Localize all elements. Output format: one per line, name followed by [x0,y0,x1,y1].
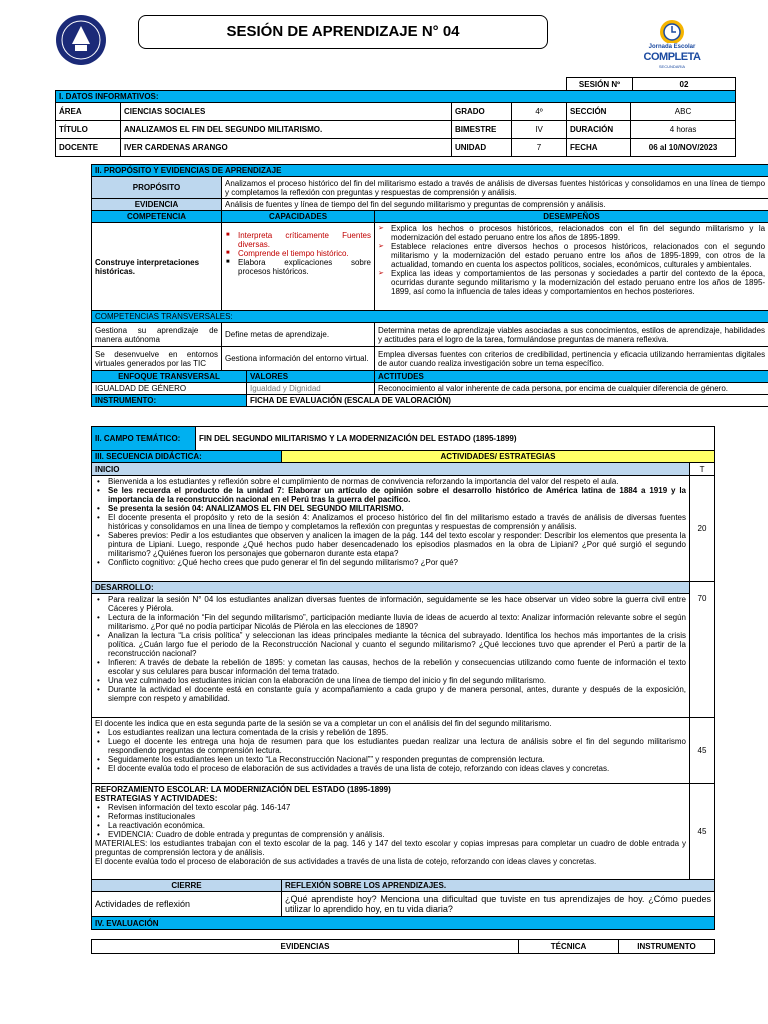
enfoque-label: ENFOQUE TRANSVERSAL [92,371,247,383]
logo-line1: Jornada Escolar [648,44,696,50]
capacidades-list [225,231,371,276]
desarrollo-item: • Analizan la lectura “La crisis política” y seleccionan las ideas principales mediante la técnica del subrayado. Identifica los hechos más importantes de la crisis política. ¿Cuán largo fue el periodo de la Reconstrucción Nacional y cuanto el segundo militarismo? ¿Qué lecciones tuvo que aprender el Perú a partir de la reconstrucción nacional? [95,631,686,658]
instrumento-col-label: INSTRUMENTO [619,940,715,954]
unidad-value: 7 [512,139,567,157]
actitudes-label: ACTITUDES [375,371,768,383]
jornada-logo [632,16,712,72]
info-table [55,90,736,157]
tecnica-label: TÉCNICA [519,940,619,954]
refuerzo-time: 45 [690,784,715,880]
part2-item: • Seguidamente los estudiantes leen un texto “La Reconstrucción Nacional”” y responden preguntas de comprensión lectura. [95,755,686,764]
transversal-1-competencia: Gestiona su aprendizaje de manera autónoma [92,323,222,347]
logo-line3: SECUNDARIA [658,64,686,69]
desarrollo-item: • Infieren: A través de debate la rebelión de 1895: y cometan las causas, hechos de la rebelión y consecuencias utilizando como fuente de información el texto escolar y sus celulares para buscar información del tema tratado. [95,658,686,676]
inicio-item: • Se presenta la sesión 04: ANALIZAMOS EL FIN DEL SEGUNDO MILITARISMO. [95,504,686,513]
capacidad-item: ■ Comprende el tiempo histórico. [225,249,371,258]
desempeno-item: ➢ Explica los hechos o procesos históricos, relacionados con el fin del segundo militarismo y la modernización del estado peruano entre los años de 1895-1899. [378,224,765,242]
titulo-label: TÍTULO [56,121,121,139]
titulo-value: ANALIZAMOS EL FIN DEL SEGUNDO MILITARISMO. [121,121,452,139]
inicio-item: • Conflicto cognitivo: ¿Qué hecho crees que pudo generar el fin del segundo militarismo? ¿Por qué? [95,558,686,567]
fecha-value: 06 al 10/NOV/2023 [631,139,736,157]
bimestre-label: BIMESTRE [452,121,512,139]
transversal-2-capacidad: Gestiona información del entorno virtual. [222,347,375,371]
desarrollo-time: 70 [690,582,715,718]
t-label: T [690,463,715,476]
part2-time: 45 [690,718,715,784]
duracion-value: 4 horas [631,121,736,139]
desarrollo-item: • Durante la actividad el docente está en constante guía y acompañamiento a cada grupo y de manera personal, antes, durante y después de la exposición, siempre con respeto y amabilidad. [95,685,686,703]
capacidad-item: ■ Elabora explicaciones sobre procesos históricos. [225,258,371,276]
session-value: 02 [633,78,736,91]
transversal-2-desempeno: Emplea diversas fuentes con criterios de credibilidad, pertinencia y eficacia utilizando herramientas digitales de autor cuando realiza investigación sobre un tema específico. [375,347,768,371]
valores-value: Igualdad y Dignidad [247,383,375,395]
proposito-label: PROPÓSITO [92,177,222,199]
instrumento-label: INSTRUMENTO: [92,395,247,407]
inicio-list [95,477,686,567]
desarrollo-item: • Para realizar la sesión N° 04 los estudiantes analizan diversas fuentes de información, seguidamente se les hace observar un video sobre la guerra civil entre Cáceres y Piérola. [95,595,686,613]
docente-value: IVER CARDENAS ARANGO [121,139,452,157]
purpose-table [91,164,768,407]
page-title-box [138,15,548,49]
actitudes-value: Reconocimiento al valor inherente de cada persona, por encima de cualquier diferencia de género. [375,383,768,395]
refuerzo-end: El docente evalúa todo el proceso de elaboración de sus actividades a través de una lista de cotejo, reforzando con ideas claves y concretas. [95,857,597,866]
actividades-label: ACTIVIDADES/ ESTRATEGIAS [282,451,715,463]
transversales-label: COMPETENCIAS TRANSVERSALES: [92,311,768,323]
evaluation-table [91,939,715,954]
part2-intro: El docente les indica que en esta segunda parte de la sesión se va a completar un con el análisis del fin del segundo militarismo. [95,719,552,728]
refuerzo-item: • Revisen información del texto escolar pág. 146-147 [95,803,686,812]
seccion-label: SECCIÓN [567,103,631,121]
inicio-item: • Se les recuerda el producto de la unidad 7: Elaborar un artículo de opinión sobre el desarrollo histórico de América latina de 1884 a 1919 y la importancia de la reconstrucción nacional en el Perú tras la guerra del pacifico. [95,486,686,504]
grado-value: 4º [512,103,567,121]
part2-list [95,728,686,773]
logo-line2: COMPLETA [643,51,701,63]
area-value: CIENCIAS SOCIALES [121,103,452,121]
reflexion-text: ¿Qué aprendiste hoy? Menciona una dificultad que tuviste en tus aprendizajes de hoy. ¿Cómo puedes utilizar lo aprendido hoy, en tu vida diaria? [282,892,715,917]
enfoque-value: IGUALDAD DE GÉNERO [92,383,247,395]
inicio-time: 20 [690,476,715,582]
seccion-value: ABC [631,103,736,121]
area-label: ÁREA [56,103,121,121]
part2-item: • El docente evalúa todo el proceso de elaboración de sus actividades a través de una lista de cotejo, reforzando con ideas claves y concretas. [95,764,686,773]
unidad-label: UNIDAD [452,139,512,157]
cierre-label: CIERRE [92,880,282,892]
transversal-1-capacidad: Define metas de aprendizaje. [222,323,375,347]
desempeno-item: ➢ Establece relaciones entre diversos hechos o procesos históricos, relacionados con el segundo militarismo y la modernización del estado peruano entre los años de 1895-1899, con otros de la actualidad, tomando en cuenta los aspectos políticos, sociales, económicos, culturales y ambientales. [378,242,765,269]
reflexion-label: REFLEXIÓN SOBRE LOS APRENDIZAJES. [282,880,715,892]
materiales-text: MATERIALES: los estudiantes trabajan con el texto escolar de la pag. 146 y 147 del texto escolar y copias impresas para completar un cuadro de doble entrada y preguntas de comprensión lectora y de análisis. [95,839,686,857]
desarrollo-list [95,595,686,703]
sequence-table [91,426,715,930]
refuerzo-item: • La reactivación económica. [95,821,686,830]
docente-label: DOCENTE [56,139,121,157]
campo-label: II. CAMPO TEMÁTICO: [92,427,196,451]
evaluation-title: IV. EVALUACIÓN [92,917,715,930]
competencia-text: Construye interpretaciones históricas. [92,223,222,311]
actividades-reflexion: Actividades de reflexión [92,892,282,917]
desarrollo-item: • Lectura de la información “Fin del segundo militarismo”, participación mediante lluvia de ideas de acuerdo al texto: Analizar información relevante sobre el según militarismo. ¿Por qué no podía participar Nicolás de Piérola en las elecciones de 1890? [95,613,686,631]
transversal-1-desempeno: Determina metas de aprendizaje viables asociadas a sus conocimientos, estilos de aprendizaje, habilidades y actitudes para el logro de la tarea, formulándose preguntas de manera reflexiva. [375,323,768,347]
campo-value: FIN DEL SEGUNDO MILITARISMO Y LA MODERNIZACIÓN DEL ESTADO (1895-1899) [196,427,715,451]
bimestre-value: IV [512,121,567,139]
session-label: SESIÓN Nº [567,78,633,91]
evidencia-label: EVIDENCIA [92,199,222,211]
capacidad-item: ■ Interpreta críticamente Fuentes diversas. [225,231,371,249]
desarrollo-item: • Una vez culminado los estudiantes inician con la elaboración de una línea de tiempo del inicio y fin del segundo militarismo. [95,676,686,685]
instrumento-value: FICHA DE EVALUACIÓN (ESCALA DE VALORACIÓN) [247,395,768,407]
refuerzo-list [95,803,686,839]
valores-label: VALORES [247,371,375,383]
refuerzo-item: • EVIDENCIA: Cuadro de doble entrada y preguntas de comprensión y análisis. [95,830,686,839]
transversal-2-competencia: Se desenvuelve en entornos virtuales generados por las TIC [92,347,222,371]
competencia-label: COMPETENCIA [92,211,222,223]
part2-item: • Luego el docente les entrega una hoja de resumen para que los estudiantes puedan realizar una lectura de análisis sobre el fin del segundo militarismo respondiendo preguntas de comprensión lectura. [95,737,686,755]
inicio-label: INICIO [92,463,690,476]
desempenos-label: DESEMPEÑOS [375,211,768,223]
inicio-item: • Saberes previos: Pedir a los estudiantes que observen y analicen la imagen de la pág. 144 del texto escolar y responder: Describir los elementos que presenta la pintura de Lipiani. Luego, responde ¿Qué hechos pudo haber desencadenado los episodios plasmados en la obra de Lipiani? ¿Por qué surgió el segundo militarismo? ¿Quiénes fueron los personajes que gobernaron durante esta etapa? [95,531,686,558]
grado-label: GRADO [452,103,512,121]
school-logo [55,10,107,70]
refuerzo-item: • Reformas institucionales [95,812,686,821]
capacidades-label: CAPACIDADES [222,211,375,223]
duracion-label: DURACIÓN [567,121,631,139]
secuencia-label: III. SECUENCIA DIDÁCTICA: [92,451,282,463]
desempeno-item: ➢ Explica las ideas y comportamientos de las personas y sociedades a partir del contexto de la época, ocurridas durante segundo militarismo y la modernización del estado peruano entre los años de 1895-1899, así como la influencia de tales ideas y comportamientos en hechos posteriores. [378,269,765,296]
evidencias-label: EVIDENCIAS [92,940,519,954]
desarrollo-label: DESARROLLO: [92,582,690,594]
page-title: SESIÓN DE APRENDIZAJE N° 04 [226,23,460,40]
purpose-section-title: II. PROPÓSITO Y EVIDENCIAS DE APRENDIZAJE [92,165,768,177]
inicio-item: • El docente presenta el propósito y reto de la sesión 4: Analizamos el proceso histórico del fin del militarismo estado a través de análisis de diversas fuentes históricas y consolidamos en una línea de tiempo y completamos la reflexión con preguntas y respuestas de comprensión y análisis. [95,513,686,531]
part2-item: • Los estudiantes realizan una lectura comentada de la crisis y rebelión de 1895. [95,728,686,737]
desempenos-list [378,224,765,296]
session-number-table [566,77,736,91]
inicio-item: • Bienvenida a los estudiantes y reflexión sobre el cumplimiento de normas de convivencia reforzando la importancia del valor del respeto el aula. [95,477,686,486]
refuerzo-title: REFORZAMIENTO ESCOLAR: LA MODERNIZACIÓN DEL ESTADO (1895-1899) [95,785,391,794]
estrategias-label: ESTRATEGIAS Y ACTIVIDADES: [95,794,218,803]
info-section-title: I. DATOS INFORMATIVOS: [56,91,736,103]
fecha-label: FECHA [567,139,631,157]
evidencia-text: Análisis de fuentes y línea de tiempo del fin del segundo militarismo y preguntas de comprensión y análisis. [222,199,768,211]
proposito-text: Analizamos el proceso histórico del fin del militarismo estado a través de análisis de diversas fuentes históricas y consolidamos en una línea de tiempo y completamos la reflexión con preguntas y respuestas de comprensión y análisis. [222,177,768,199]
